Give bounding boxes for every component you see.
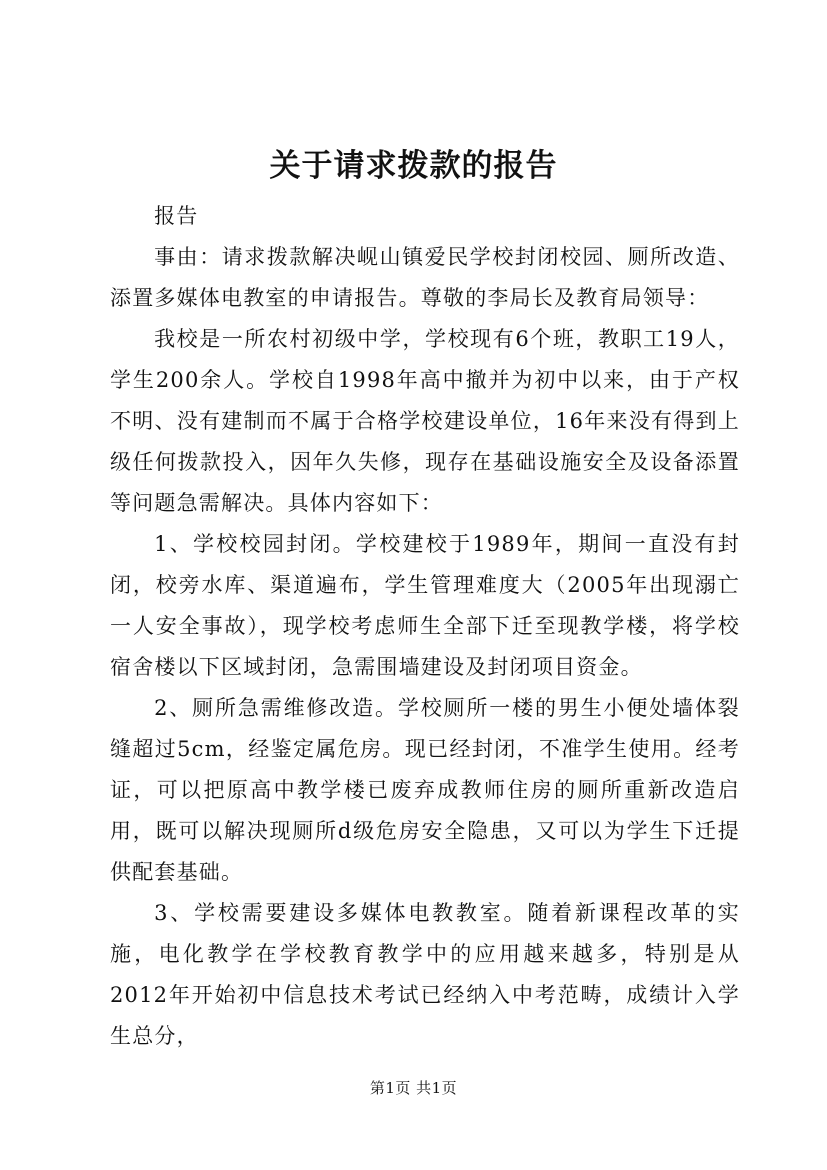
document-title: 关于请求拨款的报告 [269, 148, 558, 184]
paragraph-item-2: 2、厕所急需维修改造。学校厕所一楼的男生小便处墙体裂缝超过5cm，经鉴定属危房。现已经封闭，不准学生使用。经考证，可以把原高中教学楼已废弃成教师住房的厕所重新改造启用，既可以解决现厕所d级危房安全隐患，又可以为学生下迁提供配套基础。 [110, 696, 740, 884]
paragraph-heading: 报告 [154, 204, 199, 228]
page-footer: 第1页 共1页 [369, 1079, 458, 1097]
paragraph-item-1: 1、学校校园封闭。学校建校于1989年，期间一直没有封闭，校旁水库、渠道遍布，学生管理难度大（2005年出现溺亡一人安全事故），现学校考虑师生全部下迁至现教学楼，将学校宿舍楼以下区域封闭，急需围墙建设及封闭项目资金。 [110, 532, 740, 679]
paragraph-school-intro: 我校是一所农村初级中学，学校现有6个班，教职工19人，学生200余人。学校自1998年高中撤并为初中以来，由于产权不明、没有建制而不属于合格学校建设单位，16年来没有得到上级任何拨款投入，因年久失修，现存在基础设施安全及设备添置等问题急需解决。具体内容如下： [110, 327, 740, 515]
paragraph-subject: 事由：请求拨款解决岘山镇爱民学校封闭校园、厕所改造、添置多媒体电教室的申请报告。尊敬的李局长及教育局领导： [110, 245, 740, 310]
document-body [110, 196, 740, 1057]
paragraph-item-3: 3、学校需要建设多媒体电教教室。随着新课程改革的实施，电化教学在学校教育教学中的应用越来越多，特别是从2012年开始初中信息技术考试已经纳入中考范畴，成绩计入学生总分， [110, 901, 740, 1048]
